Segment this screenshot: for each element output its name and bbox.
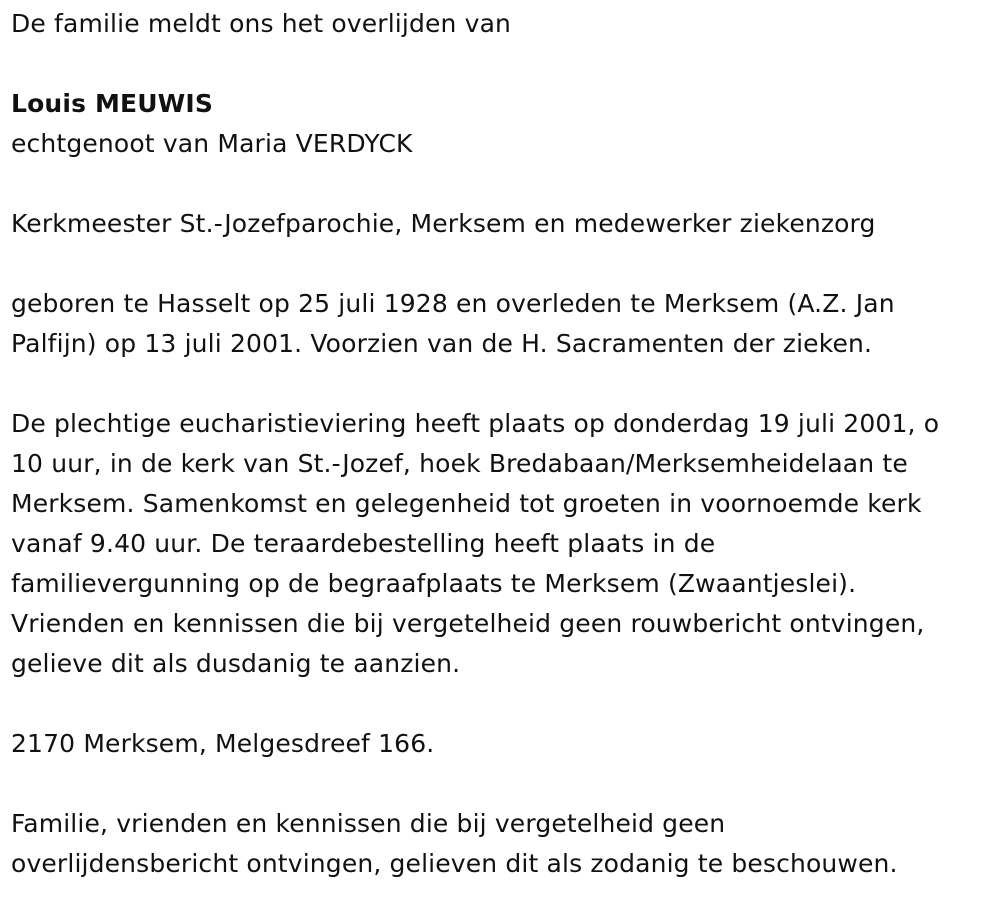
text-line: Vrienden en kennissen die bij vergetelheid geen rouwbericht ontvingen, [11,609,925,638]
birth-death-paragraph [11,284,1000,364]
spacer [11,764,1000,804]
closing-paragraph [11,804,1000,884]
text-line: Palfijn) op 13 juli 2001. Voorzien van de H. Sacramenten der zieken. [11,329,873,358]
spacer [11,164,1000,204]
text-line: De plechtige eucharistieviering heeft plaats op donderdag 19 juli 2001, o [11,409,940,438]
deceased-name: Louis MEUWIS [11,89,213,118]
text-line: vanaf 9.40 uur. De teraardebestelling heeft plaats in de [11,529,716,558]
text-line: gelieve dit als dusdanig te aanzien. [11,649,461,678]
spouse-line: echtgenoot van Maria VERDYCK [11,129,413,158]
intro-line: De familie meldt ons het overlijden van [11,9,512,38]
text-line: 10 uur, in de kerk van St.-Jozef, hoek Bredabaan/Merksemheidelaan te [11,449,908,478]
text-line: familievergunning op de begraafplaats te Merksem (Zwaantjeslei). [11,569,857,598]
spacer [11,244,1000,284]
spacer [11,364,1000,404]
text-line: Familie, vrienden en kennissen die bij vergetelheid geen [11,809,726,838]
text-line: Merksem. Samenkomst en gelegenheid tot groeten in voornoemde kerk [11,489,922,518]
role-line: Kerkmeester St.-Jozefparochie, Merksem en medewerker ziekenzorg [11,209,876,238]
ceremony-paragraph [11,404,1000,684]
text-line: overlijdensbericht ontvingen, gelieven dit als zodanig te beschouwen. [11,849,898,878]
text-line: geboren te Hasselt op 25 juli 1928 en overleden te Merksem (A.Z. Jan [11,289,895,318]
spacer [11,44,1000,84]
address-line: 2170 Merksem, Melgesdreef 166. [11,729,435,758]
spacer [11,684,1000,724]
